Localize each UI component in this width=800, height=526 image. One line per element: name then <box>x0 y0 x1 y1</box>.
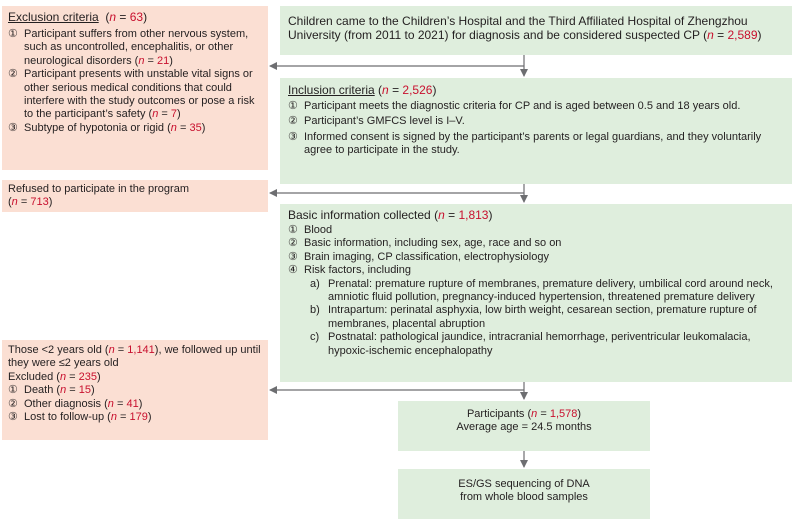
sequencing-box <box>398 469 650 519</box>
participants-n: 1,578 <box>549 408 578 420</box>
exclusion-item: ① Participant suffers from other nervous system, such as uncontrolled, encephalitis, or other neurological disorders (n = 21) <box>8 28 249 67</box>
exclusion-box: Exclusion criteria (n = 63) ① Participant suffers from other nervous system, such as uncontrolled, encephalitis, or other neurological disorders (n = 21) ② Participant presents with unstable vital signs or other serious medical conditions that could interfere with the study outcomes or pose a risk to the participant’s safety (n = 7) ③ Subtype of hypotonia or rigid (n = 35) <box>2 6 268 170</box>
sequencing-line1: ES/GS sequencing of DNA <box>458 478 590 490</box>
followup-n: 1,141 <box>127 344 155 356</box>
exclusion-item: ② Participant presents with unstable vital signs or other serious medical conditions that could interfere with the study outcomes or pose a risk to the participant’s safety (n = 7) <box>8 68 255 121</box>
excluded-n: 235 <box>78 370 98 383</box>
start-n: 2,589 <box>727 28 758 42</box>
refused-text: Refused to participate in the program <box>8 183 189 195</box>
followup-item: ② Other diagnosis (n = 41) <box>8 397 143 410</box>
basic-info-item: ④ Risk factors, including <box>288 264 411 277</box>
start-text: Children came to the Children’s Hospital and the Third Affiliated Hospital of Zhengzhou University (from 2011 to 2021) for diagnosis and be considered suspected CP ( <box>288 14 748 42</box>
followup-item: ① Death (n = 15) <box>8 384 95 397</box>
refused-box: Refused to participate in the program (n = 713) <box>2 180 268 212</box>
participants-label: Participants ( <box>466 408 532 420</box>
basic-info-n: 1,813 <box>458 208 489 222</box>
risk-factor-item: a) Prenatal: premature rupture of membranes, premature delivery, umbilical cord around neck, amniotic fluid pollution, pregnancy-induced hypertension, threatened premature delivery <box>310 277 773 304</box>
basic-info-box: Basic information collected (n = 1,813) ① Blood ② Basic information, including sex, age, race and so on ③ Brain imaging, CP classification, electrophysiology ④ Risk factors, including a) Prenatal: premature rupture of membranes, premature delivery, umbilical cord around neck, amniotic fluid pollution, pregnancy-induced hypertension, threatened premature delivery b) Intrapartum: perinatal asphyxia, low birth weight, cesarean section, premature rupture of membranes, placental abruption c) Postnatal: pathological jaundice, intracranial hemorrhage, periventricular leukomalacia, hypoxic-ischemic encephalopathy <box>280 204 792 382</box>
followup-text: Those <2 years old (n = 1,141), we followed up until they were ≤2 years old <box>8 344 261 370</box>
inclusion-title: Inclusion criteria <box>288 83 375 97</box>
followup-box <box>2 340 268 440</box>
followup-item: ③ Lost to follow-up (n = 179) <box>8 411 152 424</box>
inclusion-n: 2,526 <box>402 83 433 97</box>
basic-info-item: ① Blood <box>288 224 333 236</box>
inclusion-item: ① Participant meets the diagnostic criteria for CP and is aged between 0.5 and 18 years old. <box>288 100 741 112</box>
inclusion-box: Inclusion criteria (n = 2,526) ① Participant meets the diagnostic criteria for CP and is aged between 0.5 and 18 years old. ② Participant’s GMFCS level is I–V. ③ Informed consent is signed by the participant’s parents or legal guardians, and they voluntarily agree to participate in the study. <box>280 78 792 184</box>
sequencing-line2: from whole blood samples <box>460 491 588 504</box>
participants-box: Participants (n = 1,578) Average age = 24.5 months <box>398 401 650 451</box>
basic-info-item: ③ Brain imaging, CP classification, electrophysiology <box>288 250 549 263</box>
basic-info-item: ② Basic information, including sex, age, race and so on <box>288 237 562 250</box>
exclusion-n: 63 <box>129 10 144 24</box>
exclusion-title: Exclusion criteria <box>8 10 99 24</box>
participants-age: Average age = 24.5 months <box>456 421 592 434</box>
risk-factor-item: b) Intrapartum: perinatal asphyxia, low birth weight, cesarean section, premature rupture of membranes, placental abruption <box>310 304 757 330</box>
inclusion-item: ② Participant’s GMFCS level is I–V. <box>288 115 465 128</box>
basic-info-title: Basic information collected <box>288 208 431 222</box>
exclusion-item: ③ Subtype of hypotonia or rigid (n = 35) <box>8 121 206 134</box>
start-box: Children came to the Children’s Hospital and the Third Affiliated Hospital of Zhengzhou University (from 2011 to 2021) for diagnosis and be considered suspected CP (n = 2,589) <box>280 6 792 55</box>
risk-factor-item: c) Postnatal: pathological jaundice, intracranial hemorrhage, periventricular leukomalacia, hypoxic-ischemic encephalopathy <box>310 331 751 357</box>
refused-n: 713 <box>30 196 49 209</box>
excluded-label: Excluded (n = 235) <box>8 370 101 383</box>
inclusion-item: ③ Informed consent is signed by the participant’s parents or legal guardians, and they voluntarily agree to participate in the study. <box>288 130 762 157</box>
